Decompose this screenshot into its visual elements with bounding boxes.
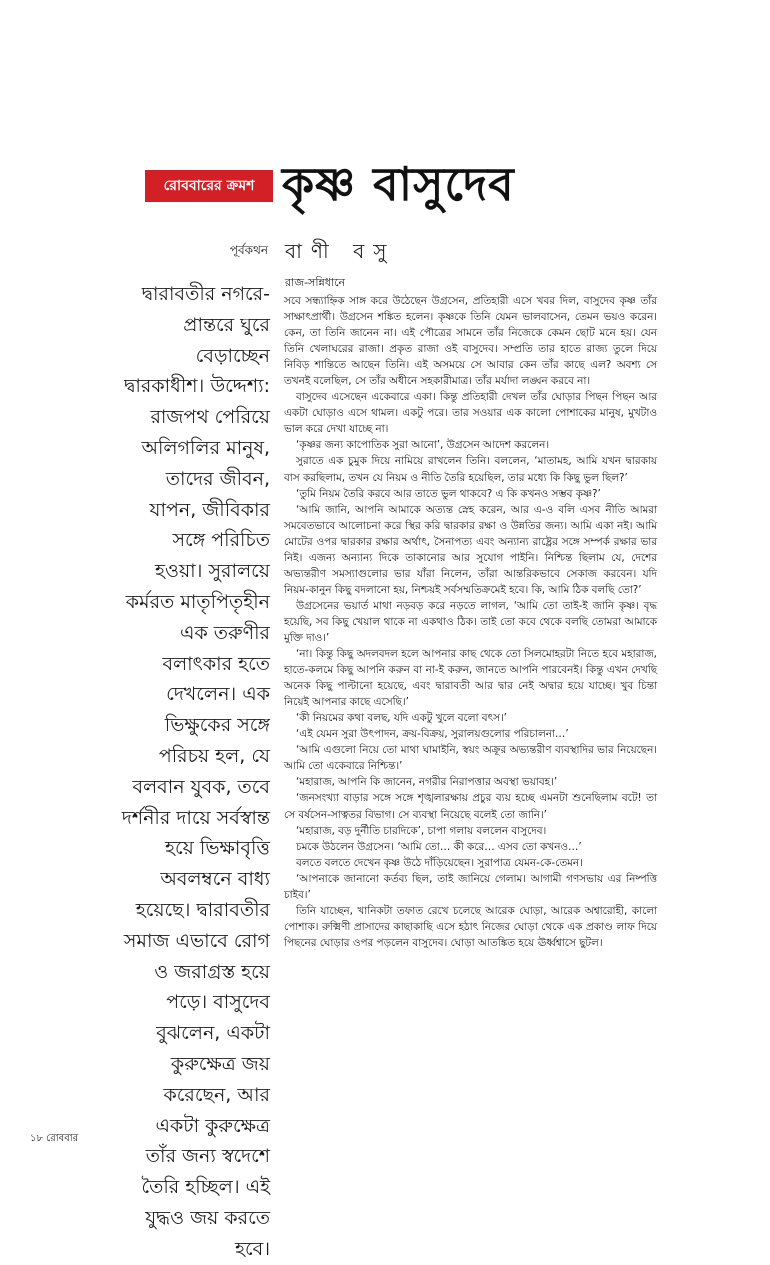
recap-summary: দ্বারাবতীর নগরে-প্রান্তরে ঘুরে বেড়াচ্ছেন দ্বারকাধীশ। উদ্দেশ্য: রাজপথ পেরিয়ে অলিগলির মানুষ, তাদের জীবন, যাপন, জীবিকার সঙ্গে পরিচিত হওয়া। সুরালয়ে কর্মরত মাতৃপিতৃহীন এক তরুণীর বলাৎকার হতে দেখলেন। এক ভিক্ষুকের সঙ্গে পরিচয় হল, যে বলবান যুবক, তবে দর্শনীর দায়ে সর্বস্বান্ত হয়ে ভিক্ষাবৃত্তি অবলম্বনে বাধ্য হয়েছে। দ্বারাবতীর সমাজ এভাবে রোগ ও জরাগ্রস্ত হয়ে পড়ে। বাসুদেব বুঝলেন, একটা কুরুক্ষেত্র জয় করেছেন, আর একটা কুরুক্ষেত্র তাঁর জন্য স্বদেশে তৈরি হচ্ছিল। এই যুদ্ধও জয় করতে হবে।: [121, 283, 270, 1260]
page-footer: [30, 1131, 78, 1147]
paragraph: ‘তুমি নিয়ম তৈরি করবে আর তাতে ভুল থাকবে? এ কি কখনও সম্ভব কৃষ্ণ?’: [296, 487, 601, 500]
paragraph: ‘আপনাকে জানানো কর্তব্য ছিল, তাই জানিয়ে গেলাম। আগামী গণসভায় এর নিষ্পত্তি চাইব।’: [284, 872, 657, 901]
paragraph: ‘কৃষ্ণর জন্য কাপোতিক সুরা আনো’, উগ্রসেন আদেশ করলেন।: [296, 439, 550, 452]
magazine-name: রোববার: [46, 1133, 79, 1144]
paragraph: ‘এই যেমন সুরা উৎপাদন, ক্রয়-বিক্রয়, সুরালয়গুলোর পরিচালনা…’: [296, 728, 569, 741]
paragraph: ‘আমি এগুলো নিয়ে তো মাথা ঘামাইনি, স্বয়ং অক্রূর অভ্যন্তরীণ ব্যবস্থাদির ভার নিয়েছেন। আমি তো একেবারে নিশ্চিন্ত।’: [284, 744, 657, 773]
paragraph: তিনি যাচ্ছেন, খানিকটা তফাত রেখে চলেছে আরেক ঘোড়া, আরেক অশ্বারোহী, কালো পোশাক। রুক্মিণী প্রাসাদের কাছাকাছি এসে হঠাৎ নিজের ঘোড়া থেকে এক প্রকাণ্ড লাফ দিয়ে পিছনের ঘোড়ার ওপর পড়লেন বাসুদেব। ঘোড়া আতঙ্কিত হয়ে ঊর্ধ্বশ্বাসে ছুটল।: [284, 904, 657, 949]
page-number: ১৮: [30, 1133, 43, 1144]
paragraph: উগ্রসেনের ভয়ার্ত মাথা নড়বড় করে নড়তে লাগল, ‘আমি তো তাই-ই জানি কৃষ্ণ। বৃদ্ধ হয়েছি, সব কিছু খেয়াল থাকে না একথাও ঠিক। তাই তো কবে থেকে বলছি তোমরা আমাকে মুক্তি দাও।’: [284, 599, 657, 644]
paragraph: ‘জনসংখ্যা বাড়ার সঙ্গে সঙ্গে শৃঙ্খলারক্ষায় প্রচুর ব্যয় হচ্ছে এমনটা শুনেছিলাম বটে! তা সে বর্ষসেন-সাত্বতর বিভাগ। সে ব্যবস্থা নিয়েছে বলেই তো জানি।’: [284, 792, 657, 821]
paragraph: ‘মহারাজ, বড় দুর্নীতি চারদিকে’, চাপা গলায় বললেন বাসুদেব।: [296, 824, 547, 837]
paragraph: সবে সন্ধ্যাহ্নিক সাঙ্গ করে উঠেছেন উগ্রসেন, প্রতিহারী এসে খবর দিল, বাসুদেব কৃষ্ণ তাঁর সাক্ষাৎপ্রার্থী। উগ্রসেন শঙ্কিত হলেন। কৃষ্ণকে তিনি যেমন ভালবাসেন, তেমন ভয়ও করেন। কেন, তা তিনি জানেন না। এই পৌত্রের সামনে তাঁর নিজেকে কেমন ছোট মনে হয়। যেন তিনি খেলাঘরের রাজা। প্রকৃত রাজা ওই বাসুদেব। সম্প্রতি তার হাতে রাজ্য তুলে দিয়ে নিবিড় শান্তিতে আছেন তিনি। এই অসময়ে সে আবার কেন তাঁর কাছে এল? অবশ্য সে তখনই বলেছিল, সে তাঁর অধীনে সহকারীমাত্র। তাঁর মর্যাদা লঙ্ঘন করবে না।: [284, 295, 657, 388]
article-title: কৃষ্ণ বাসুদেব: [282, 157, 515, 211]
paragraph: বলতে বলতে দেখেন কৃষ্ণ উঠে দাঁড়িয়েছেন। সুরাপাত্র যেমন-কে-তেমন।: [296, 856, 583, 869]
paragraph: সুরাতে এক চুমুক দিয়ে নামিয়ে রাখলেন তিনি। বললেন, ‘মাতামহ, আমি যখন দ্বারকায় বাস করছিলাম, তখন যে নিয়ম ও নীতি তৈরি হয়েছিল, তার মধ্যে কি কিছু ভুল ছিল?’: [284, 455, 657, 484]
paragraph: চমকে উঠলেন উগ্রসেন। ‘আমি তো… কী করে… এসব তো কখনও…’: [296, 840, 582, 853]
recap-label: পূর্বকথন: [229, 243, 268, 257]
author-name: বাণী বসু: [285, 239, 396, 263]
paragraph: বাসুদেব এসেছেন একেবারে একা। কিন্তু প্রতিহারী দেখল তাঁর ঘোড়ার পিছন পিছন আর একটা ঘোড়াও এসে থামল। একটু পরে। তার সওয়ার এক কালো পোশাকের মানুষ, মুখটাও ভাল করে দেখা যাচ্ছে না।: [284, 391, 657, 436]
series-badge: রোববারের ক্রমশ: [145, 170, 273, 202]
article-body: [284, 293, 657, 951]
paragraph: ‘মহারাজ, আপনি কি জানেন, নগরীর নিরাপত্তার অবস্থা ভয়াবহ।’: [296, 776, 558, 789]
section-heading: রাজ-সন্নিধানে: [285, 276, 346, 289]
paragraph: ‘আমি জানি, আপনি আমাকে অত্যন্ত স্নেহ করেন, আর এ-ও বলি এসব নীতি আমরা সমবেতভাবে আলোচনা করে স্থির করি দ্বারকার রক্ষা ও উন্নতির জন্য। আমি একা নই। আমি মোটের ওপর দ্বারকার রক্ষার অর্থাৎ, সৈনাপত্য এবং অন্যান্য রাষ্ট্রের সঙ্গে সম্পর্ক রক্ষার ভার নিই। এজন্য অন্যান্য দিকে তাকানোর আর সুযোগ পাইনি। নিশ্চিন্ত ছিলাম যে, দেশের অভ্যন্তরীণ সমস্যাগুলোর ভার যাঁরা নিলেন, তাঁরা আন্তরিকভাবে সেকাজ করবেন। যদি নিয়ম-কানুন কিছু বদলানো হয়, নিশ্চয়ই সর্বসম্মতিক্রমেই হবে। কি, আমি ঠিক বলছি তো?’: [284, 503, 657, 596]
paragraph: ‘না। কিন্তু কিছু অদলবদল হলে আপনার কাছ থেকে তো সিলমোহরটা নিতে হবে মহারাজ, হাতে-কলমে কিছু আপনি করুন বা না-ই করুন, জানতে আপনি পারবেনই। কিন্তু এখন দেখছি অনেক কিছু পাল্টানো হয়েছে, এবং দ্বারাবতী আর দ্বার নেই অদ্বার হয়ে যাচ্ছে। খুব চিন্তা নিয়েই আপনার কাছে এসেছি।’: [284, 648, 657, 709]
paragraph: ‘কী নিয়মের কথা বলছ, যদি একটু খুলে বলো বৎস।’: [296, 712, 507, 725]
